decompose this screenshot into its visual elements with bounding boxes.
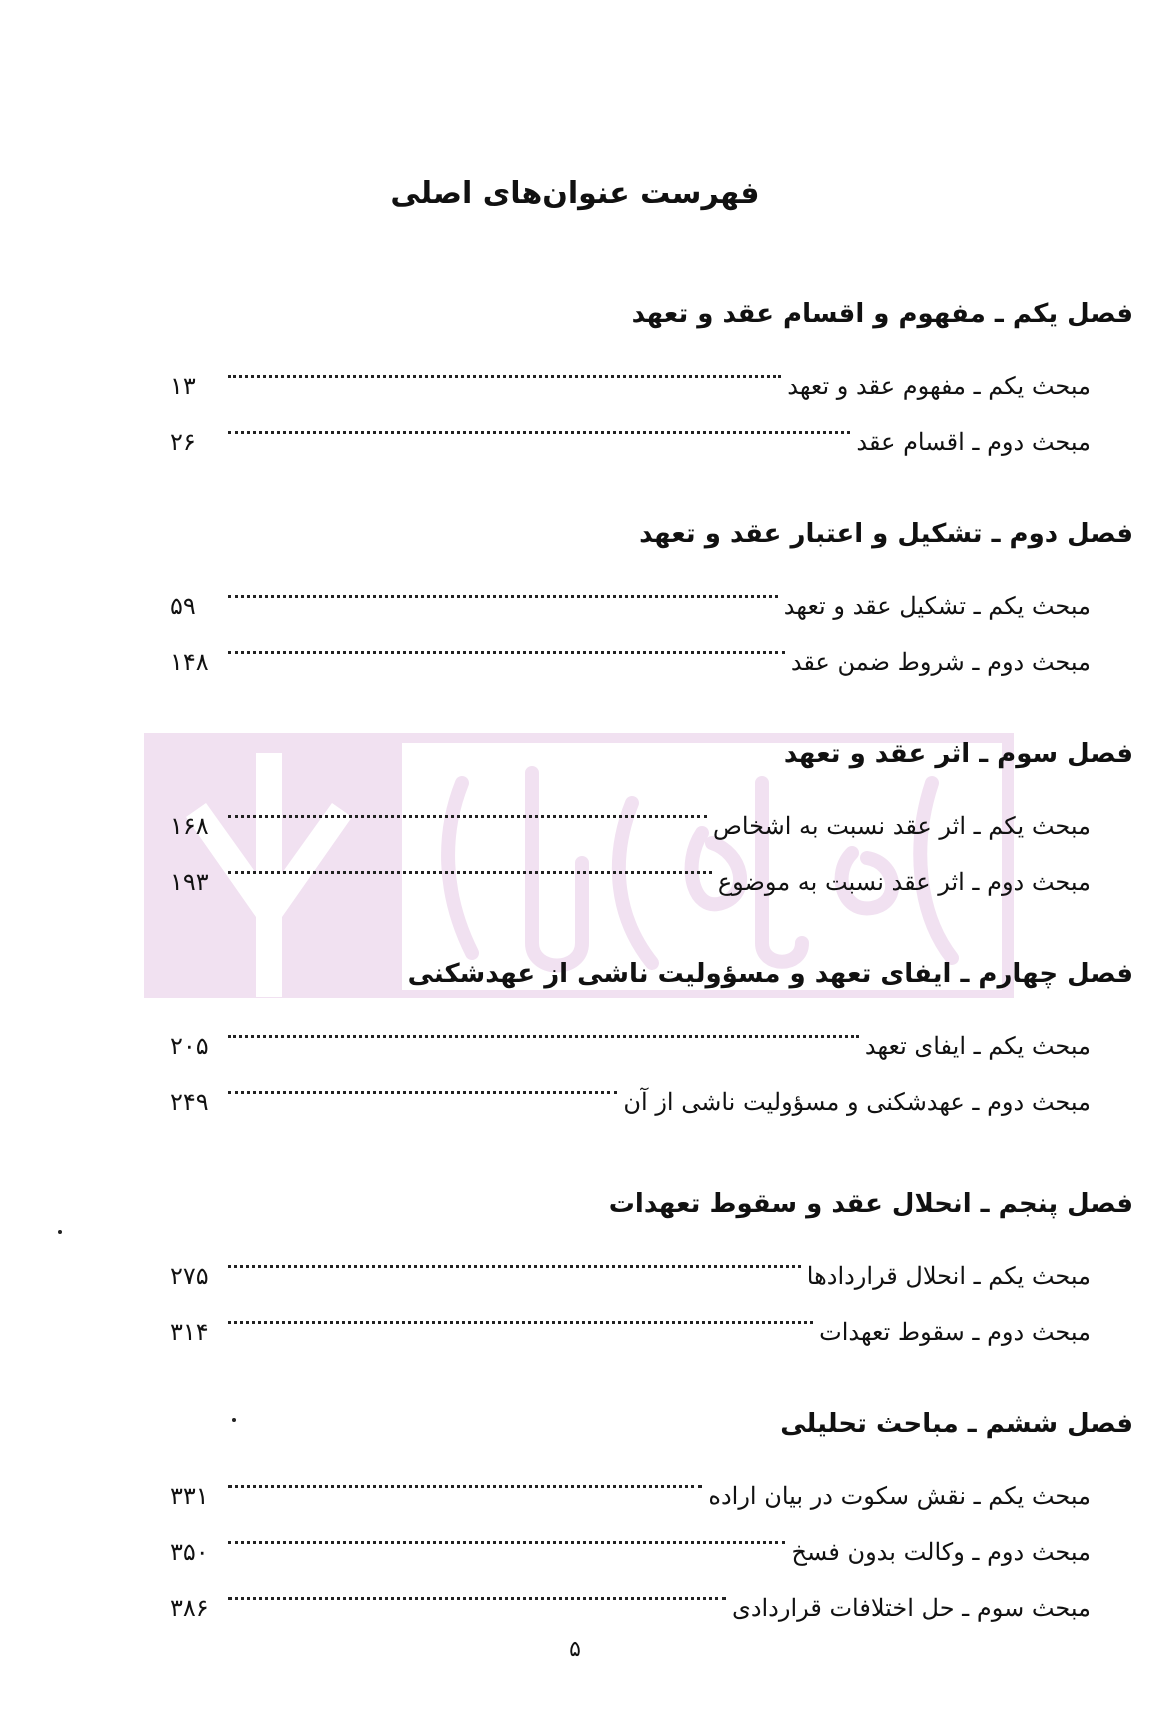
toc-entry[interactable] [170, 338, 1135, 400]
section-label: مبحث یکم ـ تشکیل عقد و تعهد [783, 592, 1091, 620]
scan-speck [232, 1418, 236, 1422]
section-page-number: ۳۸۶ [170, 1594, 209, 1622]
section-page-number: ۳۱۴ [170, 1318, 209, 1346]
section-label: مبحث یکم ـ نقش سکوت در بیان اراده [708, 1482, 1091, 1510]
chapter-heading: فصل دوم ـ تشکیل و اعتبار عقد و تعهد [639, 519, 1133, 549]
section-label: مبحث دوم ـ سقوط تعهدات [819, 1318, 1091, 1346]
section-label: مبحث یکم ـ اثر عقد نسبت به اشخاص [712, 812, 1091, 840]
scan-speck [58, 1230, 62, 1234]
page-number: ۵ [569, 1637, 581, 1662]
chapter-heading: فصل ششم ـ مباحث تحلیلی [780, 1409, 1133, 1439]
section-label: مبحث یکم ـ مفهوم عقد و تعهد [787, 372, 1091, 400]
toc-chapter-1 [170, 290, 1135, 456]
section-page-number: ۲۰۵ [170, 1032, 209, 1060]
page-title: فهرست عنوان‌های اصلی [390, 176, 760, 211]
toc-entry[interactable] [170, 1228, 1135, 1290]
chapter-heading: فصل یکم ـ مفهوم و اقسام عقد و تعهد [631, 299, 1133, 329]
dot-leader [228, 778, 707, 834]
toc-entry[interactable] [170, 558, 1135, 620]
dot-leader [228, 558, 778, 614]
toc-entry[interactable] [170, 778, 1135, 840]
dot-leader [228, 1448, 702, 1504]
dot-leader [228, 1284, 813, 1340]
chapter-heading: فصل پنجم ـ انحلال عقد و سقوط تعهدات [608, 1189, 1133, 1219]
section-page-number: ۱۴۸ [170, 648, 209, 676]
toc-chapter-2 [170, 510, 1135, 676]
section-label: مبحث دوم ـ اثر عقد نسبت به موضوع [717, 868, 1091, 896]
toc-chapter-3 [170, 730, 1135, 896]
dot-leader [228, 1228, 801, 1284]
dot-leader [228, 1504, 785, 1560]
section-page-number: ۲۶ [170, 428, 196, 456]
section-page-number: ۵۹ [170, 592, 196, 620]
section-label: مبحث دوم ـ عهدشکنی و مسؤولیت ناشی از آن [623, 1088, 1091, 1116]
section-page-number: ۲۷۵ [170, 1262, 209, 1290]
section-label: مبحث یکم ـ انحلال قراردادها [806, 1262, 1091, 1290]
section-label: مبحث دوم ـ اقسام عقد [856, 428, 1091, 456]
section-label: مبحث دوم ـ وکالت بدون فسخ [791, 1538, 1091, 1566]
toc-entry[interactable] [170, 998, 1135, 1060]
dot-leader [228, 1054, 617, 1110]
dot-leader [228, 1560, 726, 1616]
dot-leader [228, 614, 785, 670]
toc-chapter-6 [170, 1400, 1135, 1622]
section-label: مبحث سوم ـ حل اختلافات قراردادی [732, 1594, 1091, 1622]
section-page-number: ۳۵۰ [170, 1538, 209, 1566]
section-page-number: ۳۳۱ [170, 1482, 209, 1510]
toc-chapter-5 [170, 1180, 1135, 1346]
dot-leader [228, 338, 781, 394]
section-page-number: ۱۶۸ [170, 812, 209, 840]
chapter-heading: فصل سوم ـ اثر عقد و تعهد [783, 739, 1133, 769]
section-label: مبحث دوم ـ شروط ضمن عقد [790, 648, 1091, 676]
section-page-number: ۲۴۹ [170, 1088, 209, 1116]
section-page-number: ۱۳ [170, 372, 196, 400]
toc-chapter-4 [170, 950, 1135, 1116]
section-page-number: ۱۹۳ [170, 868, 209, 896]
chapter-heading: فصل چهارم ـ ایفای تعهد و مسؤولیت ناشی از عهدشکنی [407, 959, 1133, 989]
dot-leader [228, 394, 850, 450]
dot-leader [228, 834, 712, 890]
toc-entry[interactable] [170, 1448, 1135, 1510]
dot-leader [228, 998, 859, 1054]
section-label: مبحث یکم ـ ایفای تعهد [864, 1032, 1091, 1060]
